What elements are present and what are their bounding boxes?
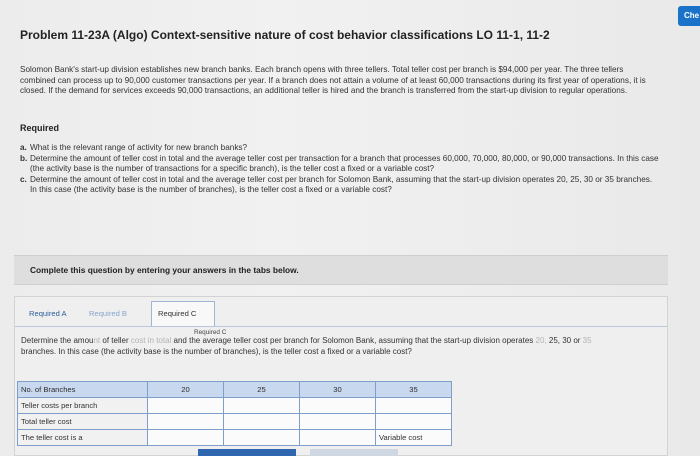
answer-select[interactable]	[224, 430, 300, 446]
panel-text-part: of teller	[100, 336, 131, 345]
table-header-cell: 35	[376, 382, 452, 398]
row-label: The teller cost is a	[18, 430, 148, 446]
requirement-text: Determine the amount of teller cost in total and the average teller cost per transaction for a branch that processes 60,000, 70,000, 80,000, or 90,000 transactions. In this case (the activity base is the number of transactions for a specific branch), is the teller cost a fixed or a variable cost?	[30, 153, 659, 173]
requirement-b	[20, 154, 660, 175]
requirement-letter: b.	[20, 153, 28, 163]
tab-required-a[interactable]: Required A	[29, 309, 67, 318]
answer-input[interactable]	[300, 414, 376, 430]
panel-text-part: and the average teller cost per branch for Solomon Bank, assuming that the start-up division operates	[171, 336, 536, 345]
panel-text-faint: 20,	[535, 336, 547, 345]
instruction-text: Complete this question by entering your answers in the tabs below.	[30, 265, 299, 275]
requirement-letter: c.	[20, 174, 27, 184]
problem-intro: Solomon Bank's start-up division establishes new branch banks. Each branch opens with three tellers. Total teller cost per branch is $94,000 per year. The three tellers combined can process up to 90,000 customer transactions per year. If a branch does not attain a volume of at least 60,000 transactions during its first year of operations, it is closed. If the demand for services exceeds 90,000 transactions, an additional teller is hired and the branch is transferred from the start-up division to regular operations.	[20, 65, 646, 95]
answer-input[interactable]	[376, 414, 452, 430]
panel-text-faint: cost in total	[130, 336, 172, 345]
table-row	[18, 430, 452, 446]
instruction-banner	[14, 255, 668, 285]
problem-title: Problem 11-23A (Algo) Context-sensitive nature of cost behavior classifications LO 11-1, 11-2	[20, 28, 550, 42]
answer-select[interactable]	[148, 430, 224, 446]
check-button[interactable]: Che	[678, 6, 700, 26]
panel-caption: Required C	[194, 329, 227, 336]
requirement-text: What is the relevant range of activity for new branch banks?	[30, 143, 248, 152]
tab-required-c[interactable]: Required C	[151, 301, 215, 327]
requirement-text: Determine the amount of teller cost in total and the average teller cost per branch for Solomon Bank, assuming that the start-up division operates 20, 25, 30 or 35 branches. In this case (the activity base is the number of branches), is the teller cost a fixed or a variable cost?	[30, 174, 653, 194]
requirement-c	[20, 175, 660, 196]
answer-tabs-area	[14, 296, 668, 456]
row-label: Total teller cost	[18, 414, 148, 430]
table-row	[18, 414, 452, 430]
tab-panel-required-c	[15, 326, 667, 456]
tab-required-b[interactable]: Required B	[89, 309, 127, 318]
row-label: Teller costs per branch	[18, 398, 148, 414]
answer-select[interactable]: Variable cost	[376, 430, 452, 446]
table-header-row	[18, 382, 452, 398]
answer-select[interactable]	[300, 430, 376, 446]
panel-question-text	[21, 336, 601, 357]
next-button-edge[interactable]	[310, 449, 398, 456]
panel-text-part: Determine the amou	[21, 336, 94, 345]
table-header-cell: 20	[148, 382, 224, 398]
requirement-a	[20, 143, 660, 154]
answer-table	[17, 381, 452, 446]
table-header-label: No. of Branches	[18, 382, 148, 398]
table-header-cell: 30	[300, 382, 376, 398]
panel-text-faint: nt	[93, 336, 101, 345]
answer-input[interactable]	[376, 398, 452, 414]
required-heading: Required	[20, 123, 60, 133]
answer-input[interactable]	[148, 414, 224, 430]
panel-text-part: 25, 30 or	[546, 336, 583, 345]
table-header-cell: 25	[224, 382, 300, 398]
prev-button-edge[interactable]	[198, 449, 296, 456]
answer-input[interactable]	[300, 398, 376, 414]
requirement-letter: a.	[20, 143, 27, 152]
panel-text-faint: 35	[582, 336, 592, 345]
answer-input[interactable]	[224, 414, 300, 430]
requirements-list	[20, 143, 660, 196]
answer-input[interactable]	[148, 398, 224, 414]
answer-input[interactable]	[224, 398, 300, 414]
panel-text-part: branches. In this case (the activity base is the number of branches), is the teller cost a fixed or a variable cost?	[21, 346, 412, 356]
table-row	[18, 398, 452, 414]
